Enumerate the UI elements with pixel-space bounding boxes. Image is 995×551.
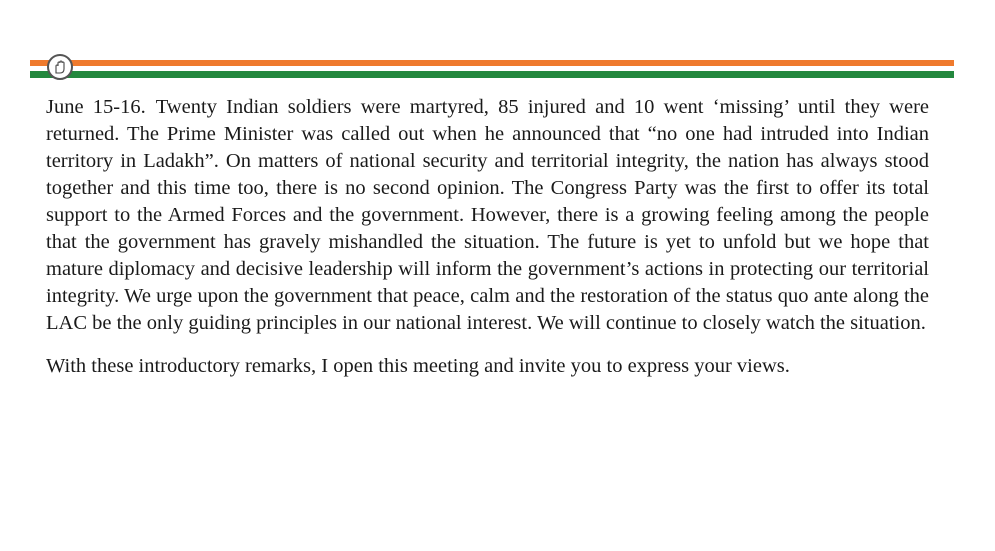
green-stripe xyxy=(30,71,954,78)
paragraph-galwan-text: Twenty Indian soldiers were martyred, 85 injured and 10 went ‘missing’ until they were returned. The Prime Minister was called out when he announced that “no one had intruded into Indian territory in Ladakh”. On matters of national security and territorial integrity, the nation has always stood together and this time too, there is no second opinion. The Congress Party was the first to offer its total support to the Armed Forces and the government. However, there is a growing feeling among the people that the government has gravely mishandled the situation. The future is yet to unfold but we hope that mature diplomacy and decisive leadership will inform the government’s actions in protecting our territorial integrity. We urge upon the government that peace, calm and the restoration of the status quo ante along the LAC be the only guiding principles in our national interest. We will continue to closely watch the situation. xyxy=(46,96,929,334)
date-label: June 15-16. xyxy=(46,96,146,118)
paragraph-closing: With these introductory remarks, I open this meeting and invite you to express your views. xyxy=(46,355,790,377)
statement-body xyxy=(46,94,929,380)
congress-hand-emblem-icon xyxy=(47,54,73,80)
paragraph-galwan xyxy=(46,94,929,337)
tricolor-header-band xyxy=(30,60,954,82)
